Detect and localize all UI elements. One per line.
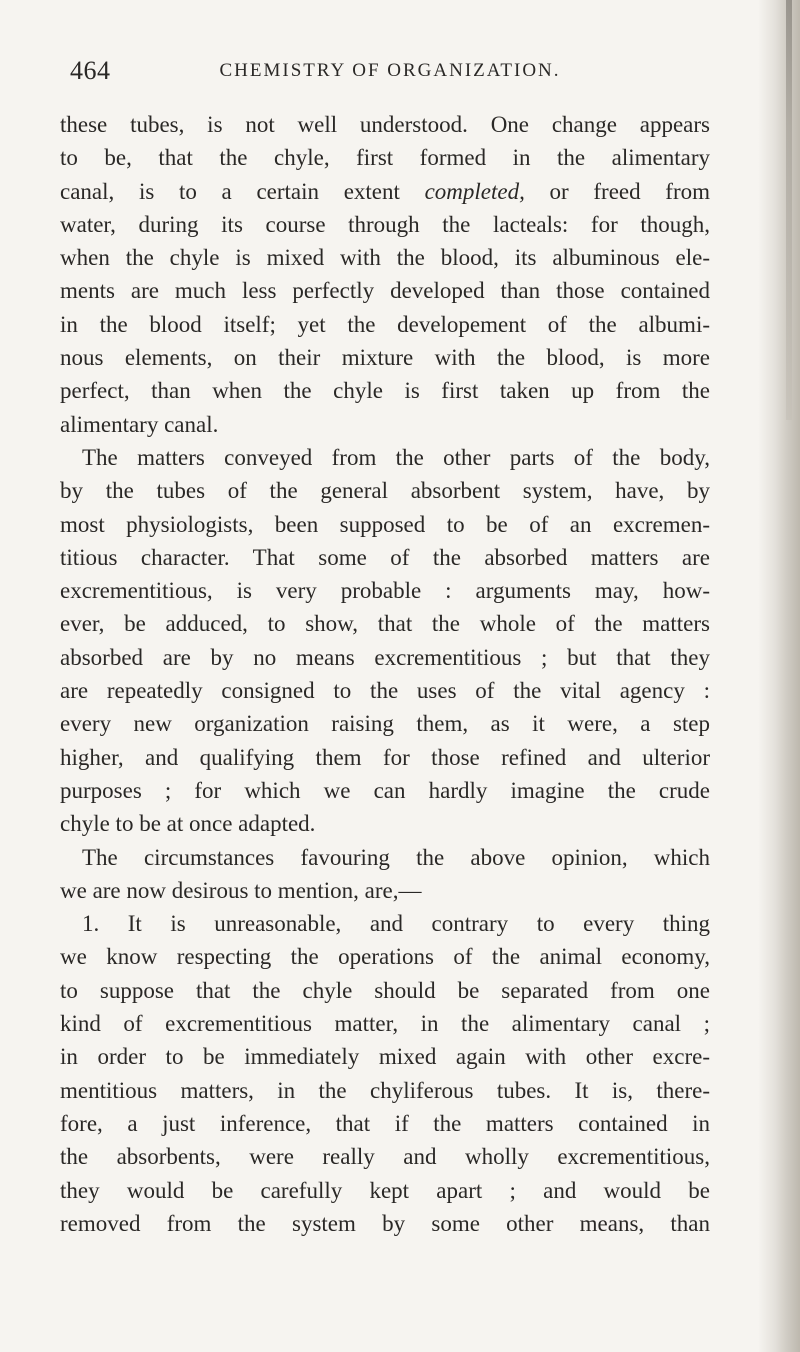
text-line: absorbed are by no means excrementitious ; but that they <box>60 644 710 670</box>
italic-word: completed, <box>424 178 525 204</box>
text-line: they would be carefully kept apart ; and would be <box>60 1177 710 1203</box>
text-line: are repeatedly consigned to the uses of the vital agency : <box>60 678 710 704</box>
text-line: ever, be adduced, to show, that the whole of the matters <box>60 611 710 637</box>
text-line: excrementitious, is very probable : arguments may, how- <box>60 578 710 604</box>
text-line: kind of excrementitious matter, in the alimentary canal ; <box>60 1011 710 1037</box>
text-line: water, during its course through the lacteals: for though, <box>60 211 710 237</box>
page-edge-shadow <box>758 0 800 1352</box>
text-line: mentitious matters, in the chyliferous tubes. It is, there- <box>60 1077 710 1103</box>
text-line: by the tubes of the general absorbent system, have, by <box>60 478 710 504</box>
text-line: ments are much less perfectly developed than those contained <box>60 278 710 304</box>
text-line: the absorbents, were really and wholly excrementitious, <box>60 1144 710 1170</box>
text-line: nous elements, on their mixture with the blood, is more <box>60 345 710 371</box>
text-line: The matters conveyed from the other parts of the body, <box>82 444 710 470</box>
text-line: when the chyle is mixed with the blood, its albuminous ele- <box>60 245 710 271</box>
binding-edge-mark <box>786 0 792 420</box>
text-line: perfect, than when the chyle is first taken up from the <box>60 378 710 404</box>
text-line: The circumstances favouring the above opinion, which <box>82 844 710 870</box>
text-line: these tubes, is not well understood. One change appears <box>60 112 710 137</box>
page-number: 464 <box>70 56 111 85</box>
text-segment: or freed from <box>549 178 711 204</box>
text-line: to suppose that the chyle should be separated from one <box>60 977 710 1003</box>
running-title: CHEMISTRY OF ORGANIZATION. <box>219 60 561 81</box>
text-line: removed from the system by some other means, than <box>60 1210 710 1236</box>
text-line <box>60 175 710 208</box>
text-line: fore, a just inference, that if the matters contained in <box>60 1110 710 1136</box>
text-line: in the blood itself; yet the developement of the albumi- <box>60 311 710 337</box>
text-line: chyle to be at once adapted. <box>60 811 316 837</box>
text-segment: canal, is to a certain extent <box>60 178 400 204</box>
text-line: every new organization raising them, as it were, a step <box>60 711 710 737</box>
body-text <box>60 108 710 1240</box>
text-line: most physiologists, been supposed to be of an excremen- <box>60 511 710 537</box>
text-line: 1. It is unreasonable, and contrary to every thing <box>82 911 710 937</box>
text-line: we are now desirous to mention, are,— <box>60 877 422 903</box>
text-line: to be, that the chyle, first formed in the alimentary <box>60 145 710 171</box>
text-line: higher, and qualifying them for those refined and ulterior <box>60 744 710 770</box>
page-header <box>70 56 710 96</box>
text-line: in order to be immediately mixed again with other excre- <box>60 1044 710 1070</box>
text-line: purposes ; for which we can hardly imagine the crude <box>60 777 710 803</box>
text-line: we know respecting the operations of the animal economy, <box>60 944 710 970</box>
text-line: titious character. That some of the absorbed matters are <box>60 544 710 570</box>
text-line: alimentary canal. <box>60 411 219 437</box>
